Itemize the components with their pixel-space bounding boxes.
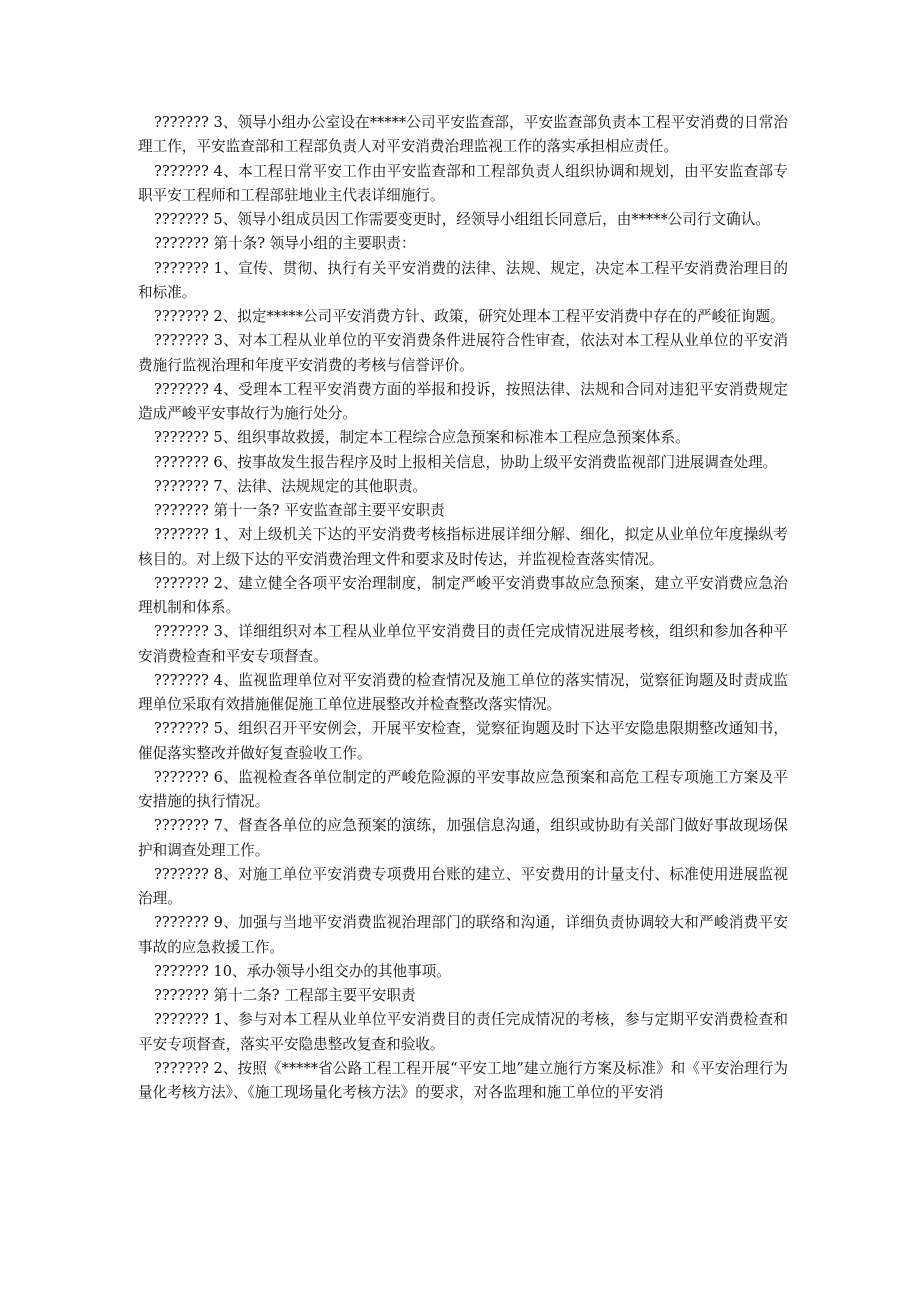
paragraph-5: ??????? 1、宣传、贯彻、执行有关平安消费的法律、法规、规定，决定本工程平安消费治理目的和标准。: [138, 259, 788, 301]
article-11-heading: ??????? 第十一条? 平安监查部主要平安职责: [154, 502, 445, 519]
paragraph-11: ??????? 7、法律、法规规定的其他职责。: [154, 477, 428, 495]
paragraph-22: ??????? 10、承办领导小组交办的其他事项。: [154, 962, 451, 980]
paragraph-16: ??????? 4、监视监理单位对平安消费的检查情况及施工单位的落实情况，觉察征询题及时责成监理单位采取有效措施催促施工单位进展整改并检查整改落实情况。: [138, 671, 788, 713]
paragraph-17: ??????? 5、组织召开平安例会，开展平安检查，觉察征询题及时下达平安隐患限期整改通知书，催促落实整改并做好复查验收工作。: [138, 720, 788, 762]
paragraph-10: ??????? 6、按事故发生报告程序及时上报相关信息，协助上级平安消费监视部门进展调查处理。: [154, 453, 778, 471]
paragraph-8: ??????? 4、受理本工程平安消费方面的举报和投诉，按照法律、法规和合同对违犯平安消费规定造成严峻平安事故行为施行处分。: [138, 380, 788, 422]
paragraph-19: ??????? 7、督查各单位的应急预案的演练，加强信息沟通，组织或协助有关部门做好事故现场保护和调查处理工作。: [138, 817, 788, 859]
paragraph-14: ??????? 2、建立健全各项平安治理制度，制定严峻平安消费事故应急预案，建立平安消费应急治理机制和体系。: [138, 574, 788, 616]
paragraph-18: ??????? 6、监视检查各单位制定的严峻危险源的平安事故应急预案和高危工程专项施工方案及平安措施的执行情况。: [138, 768, 788, 810]
article-12-heading: ??????? 第十二条? 工程部主要平安职责: [154, 987, 416, 1004]
paragraph-1: ??????? 3、领导小组办公室设在*****公司平安监查部，平安监查部负责本工程平安消费的日常治理工作，平安监查部和工程部负责人对平安消费治理监视工作的落实承担相应责任。: [138, 114, 788, 156]
paragraph-15: ??????? 3、详细组织对本工程从业单位平安消费目的责任完成情况进展考核，组织和参加各种平安消费检查和平安专项督查。: [138, 623, 788, 665]
article-10-heading: ??????? 第十条? 领导小组的主要职责：: [154, 235, 416, 253]
paragraph-7: ??????? 3、对本工程从业单位的平安消费条件进展符合性审查，依法对本工程从业单位的平安消费施行监视治理和年度平安消费的考核与信誉评价。: [138, 332, 788, 374]
paragraph-6: ??????? 2、拟定*****公司平安消费方针、政策，研究处理本工程平安消费中存在的严峻征询题。: [154, 308, 785, 325]
paragraph-24: ??????? 1、参与对本工程从业单位平安消费目的责任完成情况的考核，参与定期平安消费检查和平安专项督查，落实平安隐患整改复查和验收。: [138, 1011, 788, 1053]
paragraph-25: ??????? 2、按照《*****省公路工程工程开展“平安工地”建立施行方案及标准》和《平安治理行为量化考核方法》、《施工现场量化考核方法》的要求，对各监理和施工单位的平安消: [138, 1059, 788, 1101]
paragraph-9: ??????? 5、组织事故救援，制定本工程综合应急预案和标准本工程应急预案体系。: [154, 429, 690, 447]
document-body: [138, 111, 788, 1105]
paragraph-2: ??????? 4、本工程日常平安工作由平安监查部和工程部负责人组织协调和规划，由平安监查部专职平安工程师和工程部驻地业主代表详细施行。: [138, 162, 788, 204]
paragraph-21: ??????? 9、加强与当地平安消费监视治理部门的联络和沟通，详细负责协调较大和严峻消费平安事故的应急救援工作。: [138, 914, 788, 956]
paragraph-3: ??????? 5、领导小组成员因工作需要变更时，经领导小组组长同意后，由*****公司行文确认。: [154, 211, 770, 228]
paragraph-13: ??????? 1、对上级机关下达的平安消费考核指标进展详细分解、细化，拟定从业单位年度操纵考核目的。对上级下达的平安消费治理文件和要求及时传达，并监视检查落实情况。: [138, 526, 788, 568]
paragraph-20: ??????? 8、对施工单位平安消费专项费用台账的建立、平安费用的计量支付、标准使用进展监视治理。: [138, 865, 788, 907]
